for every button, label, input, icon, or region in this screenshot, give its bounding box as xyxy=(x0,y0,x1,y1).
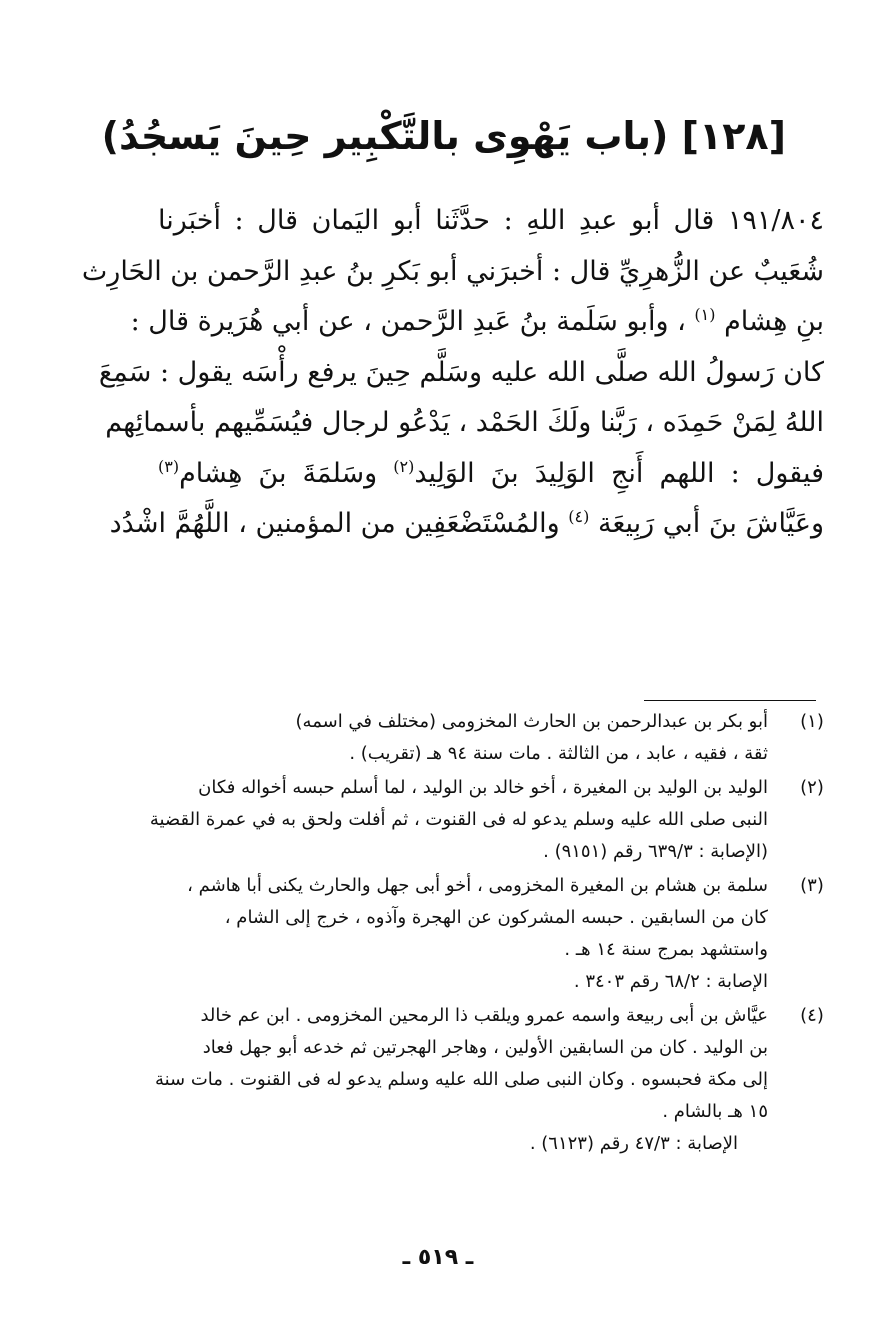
footnote-line: أبو بكر بن عبدالرحمن بن الحارث المخزومى (مختلف في اسمه) xyxy=(295,711,768,732)
footnote-reference: (٤) xyxy=(568,507,590,526)
chapter-title: (باب يَهْوِى بالتَّكْبِير حِينَ يَسجُدُ) xyxy=(101,114,669,158)
footnote-4 xyxy=(154,1000,832,1160)
footnote-reference: (١) xyxy=(694,305,716,324)
chapter-heading xyxy=(101,108,786,164)
hadith-line-part: وسَلمَةَ بنَ هِشام xyxy=(179,457,378,489)
page-number: ـ ٥١٩ ـ xyxy=(402,1245,474,1270)
footnote-line: الإصابة : ٤٧/٣ رقم (٦١٢٣) . xyxy=(529,1133,738,1154)
footnote-number: (٤) xyxy=(800,1005,824,1026)
footnote-separator xyxy=(644,700,816,701)
hadith-line-part: فيقول : اللهم أَنجِ الوَلِيدَ بنَ الوَلِيد xyxy=(414,457,824,489)
hadith-text xyxy=(81,196,824,550)
footnote-line: سلمة بن هشام بن المغيرة المخزومى ، أخو أبى جهل والحارث يكنى أبا هاشم ، xyxy=(187,875,768,896)
footnote-reference: (٣) xyxy=(158,456,180,476)
hadith-line-part: بنِ هِشام xyxy=(724,306,824,337)
footnote-line: عيَّاش بن أبى ربيعة واسمه عمرو ويلقب ذا الرمحين المخزومى . ابن عم خالد xyxy=(200,1005,768,1026)
chapter-number: [١٢٨] xyxy=(681,114,786,158)
footnote-line: كان من السابقين . حبسه المشركون عن الهجرة وآذوه ، خرج إلى الشام ، xyxy=(224,907,768,928)
footnote-line: واستشهد بمرج سنة ١٤ هـ . xyxy=(564,939,768,960)
footnote-line: (الإصابة : ٦٣٩/٣ رقم (٩١٥١) . xyxy=(543,841,768,862)
footnotes-section xyxy=(149,706,832,1162)
hadith-line-part: والمُسْتَضْعَفِين من المؤمنين ، اللَّهُمَّ اشْدُد xyxy=(109,508,560,539)
footnote-3 xyxy=(160,870,832,998)
footnote-line: بن الوليد . كان من السابقين الأولين ، وهاجر الهجرتين ثم خدعه أبو جهل فعاد xyxy=(202,1037,768,1058)
hadith-line-part: وعَيَّاشَ بنَ أبي رَبِيعَة xyxy=(597,508,824,539)
footnote-line: الوليد بن الوليد بن المغيرة ، أخو خالد بن الوليد ، لما أسلم حبسه أخواله فكان xyxy=(198,777,768,798)
footnote-number: (٢) xyxy=(800,777,824,798)
hadith-line: ١٩١/٨٠٤ قال أبو عبدِ اللهِ : حدَّثَنا أبو اليَمان قال : أخبَرنا xyxy=(158,205,824,236)
footnote-number: (١) xyxy=(800,711,824,732)
hadith-line: شُعَيبٌ عن الزُّهرِيِّ قال : أخبرَني أبو بَكرِ بنُ عبدِ الرَّحمن بن الحَارِث xyxy=(81,255,824,287)
footnote-reference: (٢) xyxy=(393,456,415,476)
hadith-line xyxy=(158,449,824,500)
hadith-line xyxy=(130,297,824,348)
hadith-line xyxy=(109,499,824,550)
footnote-line: ١٥ هـ بالشام . xyxy=(662,1101,768,1122)
footnote-line: ثقة ، فقيه ، عابد ، من الثالثة . مات سنة ٩٤ هـ (تقريب) . xyxy=(349,743,768,764)
footnote-2 xyxy=(149,772,832,868)
hadith-line: كان رَسولُ الله صلَّى الله عليه وسَلَّم حِينَ يرفع رأْسَه يقول : سَمِعَ xyxy=(98,356,824,388)
footnote-line: الإصابة : ٦٨/٢ رقم ٣٤٠٣ . xyxy=(573,971,768,992)
footnote-1 xyxy=(160,706,832,770)
footnote-number: (٣) xyxy=(800,875,824,896)
hadith-line: اللهُ لِمَنْ حَمِدَه ، رَبَّنا ولَكَ الحَمْد ، يَدْعُو لرجال فيُسَمِّيهم بأسمائِهم xyxy=(105,407,824,438)
footnote-line: إلى مكة فحبسوه . وكان النبى صلى الله عليه وسلم يدعو له فى القنوت . مات سنة xyxy=(154,1069,768,1090)
hadith-line-part: ، وأبو سَلَمة بنُ عَبدِ الرَّحمن ، عن أبي هُرَيرة قال : xyxy=(130,306,686,337)
footnote-line: النبى صلى الله عليه وسلم يدعو له فى القنوت ، ثم أفلت ولحق به في عمرة القضية xyxy=(149,809,768,830)
